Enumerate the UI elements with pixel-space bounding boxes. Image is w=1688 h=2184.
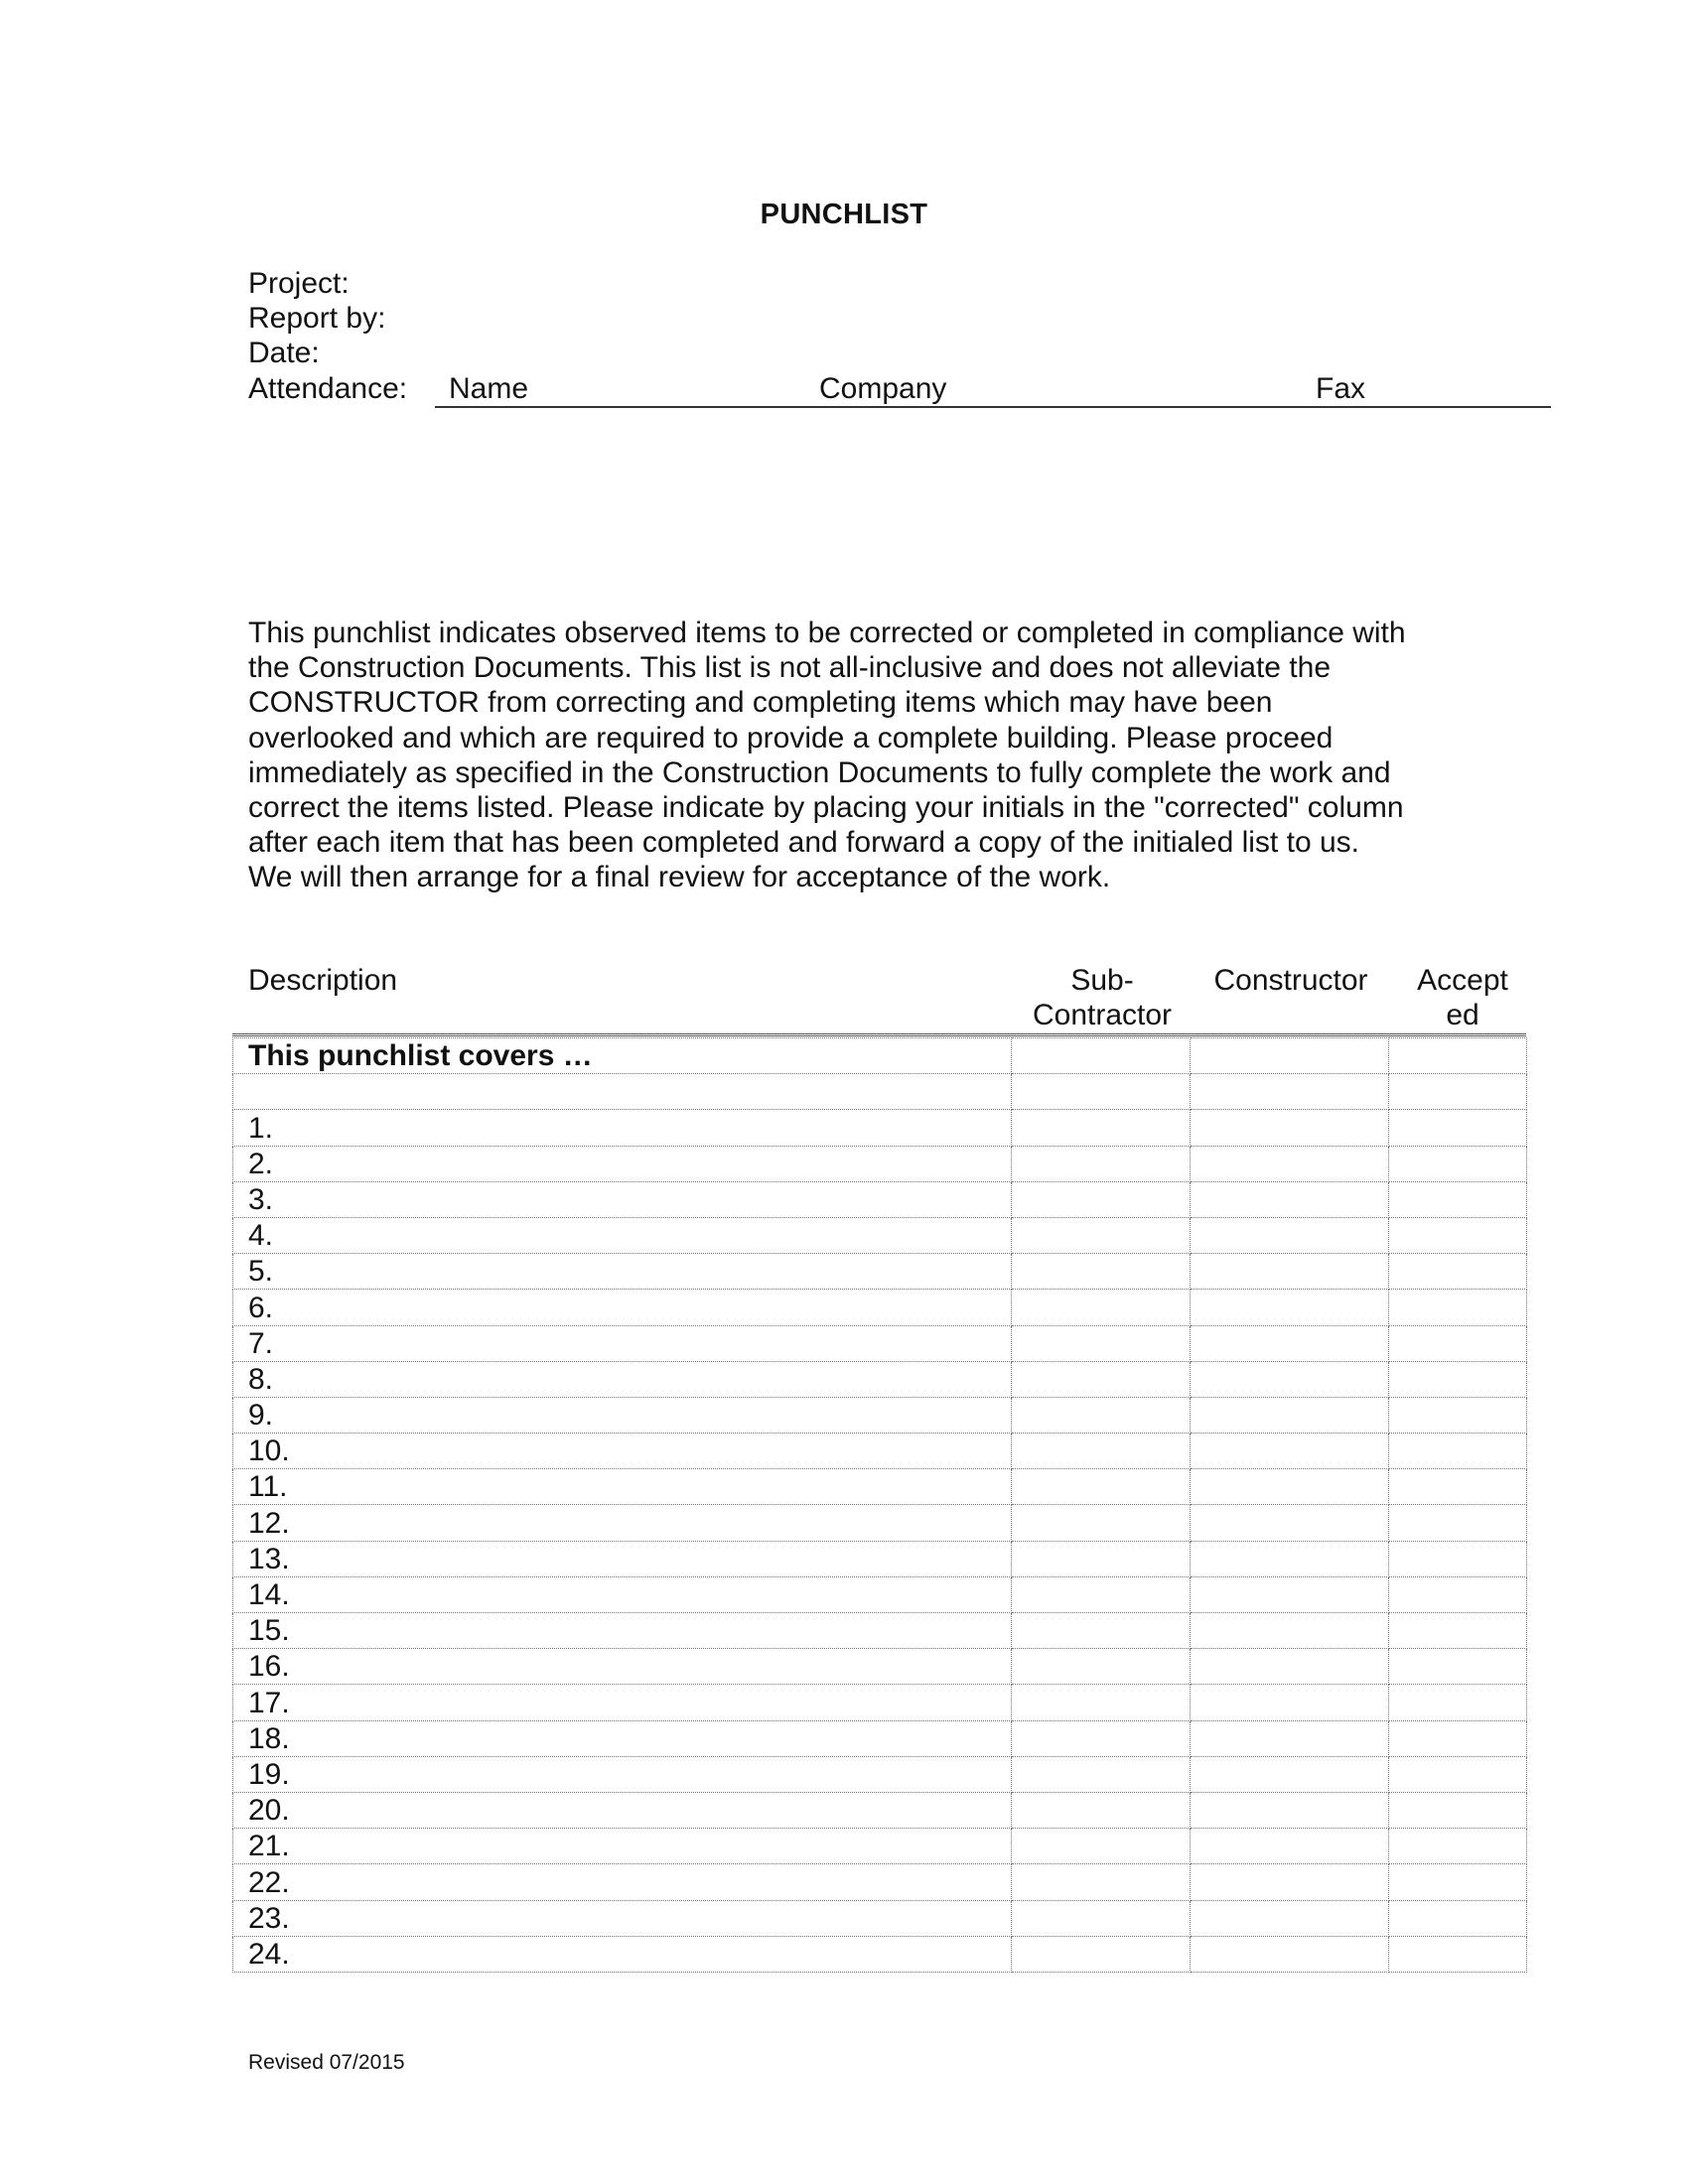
constructor-cell[interactable] [1191, 1110, 1389, 1146]
item-description-cell[interactable]: 17. [233, 1685, 1012, 1720]
table-row [233, 1181, 1527, 1217]
table-row [233, 1541, 1527, 1576]
cover-description-cell[interactable]: This punchlist covers … [233, 1038, 1012, 1074]
sub-contractor-cell[interactable] [1012, 1110, 1191, 1146]
sub-contractor-cell[interactable] [1012, 1792, 1191, 1828]
table-row [233, 1613, 1527, 1649]
constructor-cell[interactable] [1191, 1217, 1389, 1253]
constructor-cell[interactable] [1191, 1576, 1389, 1612]
constructor-cell[interactable] [1191, 1541, 1389, 1576]
constructor-cell[interactable] [1191, 1685, 1389, 1720]
constructor-cell[interactable] [1191, 1505, 1389, 1541]
accepted-cell[interactable] [1389, 1576, 1527, 1612]
item-description-cell[interactable]: 12. [233, 1505, 1012, 1541]
constructor-cell[interactable] [1191, 1720, 1389, 1756]
item-description-cell[interactable]: 11. [233, 1469, 1012, 1505]
item-description-cell[interactable]: 9. [233, 1397, 1012, 1433]
item-description-cell[interactable]: 13. [233, 1541, 1012, 1576]
accepted-cell[interactable] [1389, 1325, 1527, 1361]
sub-contractor-cell[interactable] [1012, 1433, 1191, 1469]
constructor-cell[interactable] [1191, 1936, 1389, 1972]
item-description-cell[interactable]: 8. [233, 1361, 1012, 1397]
instructions-line: overlooked and which are required to provide a complete building. Please proceed [248, 721, 1334, 754]
accepted-header [1400, 963, 1525, 1032]
table-row [233, 1756, 1527, 1792]
instructions-line: the Construction Documents. This list is not all-inclusive and does not alleviate the [248, 651, 1332, 685]
accepted-cell[interactable] [1389, 1074, 1527, 1110]
accepted-cell[interactable] [1389, 1720, 1527, 1756]
sub-contractor-cell[interactable] [1012, 1576, 1191, 1612]
table-row [233, 1720, 1527, 1756]
revision-footer: Revised 07/2015 [248, 2051, 405, 2074]
description-cell[interactable] [233, 1074, 1012, 1110]
instructions-line: CONSTRUCTOR from correcting and completing items which may have been [248, 686, 1273, 720]
accepted-cell[interactable] [1389, 1290, 1527, 1325]
accepted-cell[interactable] [1389, 1469, 1527, 1505]
description-header: Description [248, 964, 398, 997]
constructor-cell[interactable] [1191, 1829, 1389, 1864]
item-description-cell[interactable]: 10. [233, 1433, 1012, 1469]
item-description-cell[interactable]: 21. [233, 1829, 1012, 1864]
sub-contractor-cell[interactable] [1012, 1181, 1191, 1217]
sub-contractor-cell[interactable] [1012, 1254, 1191, 1290]
table-row [233, 1505, 1527, 1541]
report-by-field-label: Report by: [248, 302, 386, 335]
item-description-cell[interactable]: 2. [233, 1146, 1012, 1181]
accepted-cell[interactable] [1389, 1110, 1527, 1146]
table-row [233, 1325, 1527, 1361]
instructions-line: after each item that has been completed and forward a copy of the initialed list to us. [248, 826, 1359, 860]
constructor-cell[interactable] [1191, 1361, 1389, 1397]
sub-contractor-cell[interactable] [1012, 1038, 1191, 1074]
accepted-header-line1: Accept [1417, 964, 1508, 997]
item-description-cell[interactable]: 1. [233, 1110, 1012, 1146]
item-description-cell[interactable]: 5. [233, 1254, 1012, 1290]
constructor-cell[interactable] [1191, 1756, 1389, 1792]
item-description-cell[interactable]: 14. [233, 1576, 1012, 1612]
table-row [233, 1829, 1527, 1864]
table-row [233, 1110, 1527, 1146]
sub-contractor-cell[interactable] [1012, 1936, 1191, 1972]
constructor-cell[interactable] [1191, 1397, 1389, 1433]
item-description-cell[interactable]: 4. [233, 1217, 1012, 1253]
table-row [233, 1649, 1527, 1685]
constructor-cell[interactable] [1191, 1469, 1389, 1505]
date-field-label: Date: [248, 337, 320, 369]
constructor-cell[interactable] [1191, 1074, 1389, 1110]
attendance-company-header: Company [819, 372, 947, 405]
sub-contractor-cell[interactable] [1012, 1146, 1191, 1181]
table-header [248, 963, 1529, 1034]
table-row [233, 1864, 1527, 1900]
constructor-cell[interactable] [1191, 1254, 1389, 1290]
sub-contractor-cell[interactable] [1012, 1900, 1191, 1936]
sub-contractor-cell[interactable] [1012, 1613, 1191, 1649]
constructor-cell[interactable] [1191, 1290, 1389, 1325]
item-description-cell[interactable]: 18. [233, 1720, 1012, 1756]
sub-contractor-header [1023, 963, 1182, 1032]
punchlist-table [232, 1037, 1527, 1973]
attendance-row [248, 372, 1551, 408]
constructor-cell[interactable] [1191, 1038, 1389, 1074]
constructor-cell[interactable] [1191, 1900, 1389, 1936]
constructor-cell[interactable] [1191, 1146, 1389, 1181]
item-description-cell[interactable]: 20. [233, 1792, 1012, 1828]
table-row [233, 1576, 1527, 1612]
accepted-cell[interactable] [1389, 1397, 1527, 1433]
constructor-cell[interactable] [1191, 1792, 1389, 1828]
table-row [233, 1290, 1527, 1325]
table-row [233, 1433, 1527, 1469]
instructions-line: We will then arrange for a final review for acceptance of the work. [248, 861, 1111, 894]
table-row [233, 1900, 1527, 1936]
attendance-label: Attendance: [248, 372, 408, 405]
accepted-cell[interactable] [1389, 1756, 1527, 1792]
accepted-cell[interactable] [1389, 1217, 1527, 1253]
sub-contractor-cell[interactable] [1012, 1720, 1191, 1756]
sub-contractor-cell[interactable] [1012, 1469, 1191, 1505]
accepted-cell[interactable] [1389, 1038, 1527, 1074]
sub-contractor-cell[interactable] [1012, 1756, 1191, 1792]
item-description-cell[interactable]: 16. [233, 1649, 1012, 1685]
sub-contractor-cell[interactable] [1012, 1361, 1191, 1397]
constructor-cell[interactable] [1191, 1649, 1389, 1685]
accepted-cell[interactable] [1389, 1864, 1527, 1900]
item-description-cell[interactable]: 23. [233, 1900, 1012, 1936]
constructor-cell[interactable] [1191, 1864, 1389, 1900]
sub-contractor-cell[interactable] [1012, 1505, 1191, 1541]
sub-contractor-cell[interactable] [1012, 1649, 1191, 1685]
table-row [233, 1217, 1527, 1253]
accepted-cell[interactable] [1389, 1936, 1527, 1972]
item-description-cell[interactable]: 6. [233, 1290, 1012, 1325]
accepted-cell[interactable] [1389, 1685, 1527, 1720]
punchlist-table-body [233, 1038, 1527, 1973]
item-description-cell[interactable]: 15. [233, 1613, 1012, 1649]
accepted-cell[interactable] [1389, 1792, 1527, 1828]
accepted-cell[interactable] [1389, 1254, 1527, 1290]
blank-row [233, 1074, 1527, 1110]
instructions-paragraph [248, 615, 1479, 895]
attendance-fax-header: Fax [1316, 372, 1366, 405]
sub-contractor-cell[interactable] [1012, 1541, 1191, 1576]
accepted-cell[interactable] [1389, 1541, 1527, 1576]
instructions-line: This punchlist indicates observed items to be corrected or completed in compliance with [248, 616, 1406, 649]
sub-contractor-cell[interactable] [1012, 1829, 1191, 1864]
project-field-label: Project: [248, 267, 350, 300]
sub-contractor-cell[interactable] [1012, 1074, 1191, 1110]
constructor-cell[interactable] [1191, 1613, 1389, 1649]
accepted-cell[interactable] [1389, 1146, 1527, 1181]
sub-contractor-cell[interactable] [1012, 1397, 1191, 1433]
sub-contractor-cell[interactable] [1012, 1217, 1191, 1253]
constructor-header: Constructor [1213, 964, 1368, 997]
constructor-cell[interactable] [1191, 1433, 1389, 1469]
accepted-header-line2: ed [1446, 999, 1479, 1031]
accepted-cell[interactable] [1389, 1829, 1527, 1864]
item-description-cell[interactable]: 22. [233, 1864, 1012, 1900]
table-row [233, 1254, 1527, 1290]
item-description-cell[interactable]: 3. [233, 1181, 1012, 1217]
sub-contractor-cell[interactable] [1012, 1290, 1191, 1325]
sub-contractor-header-line1: Sub- [1070, 964, 1134, 997]
instructions-line: immediately as specified in the Construction Documents to fully complete the work and [248, 755, 1391, 789]
table-row [233, 1936, 1527, 1972]
accepted-cell[interactable] [1389, 1433, 1527, 1469]
sub-contractor-header-line2: Contractor [1032, 999, 1173, 1031]
sub-contractor-cell[interactable] [1012, 1685, 1191, 1720]
sub-contractor-cell[interactable] [1012, 1325, 1191, 1361]
attendance-underline [435, 406, 1551, 408]
table-row [233, 1469, 1527, 1505]
constructor-cell[interactable] [1191, 1181, 1389, 1217]
cover-row [233, 1038, 1527, 1074]
table-row [233, 1146, 1527, 1181]
item-description-cell[interactable]: 19. [233, 1756, 1012, 1792]
table-row [233, 1361, 1527, 1397]
accepted-cell[interactable] [1389, 1361, 1527, 1397]
accepted-cell[interactable] [1389, 1900, 1527, 1936]
page-title: PUNCHLIST [760, 199, 928, 230]
sub-contractor-cell[interactable] [1012, 1864, 1191, 1900]
item-description-cell[interactable]: 24. [233, 1936, 1012, 1972]
attendance-name-header: Name [449, 372, 529, 405]
accepted-cell[interactable] [1389, 1613, 1527, 1649]
header-divider [232, 1033, 1526, 1036]
constructor-cell[interactable] [1191, 1325, 1389, 1361]
table-row [233, 1397, 1527, 1433]
table-row [233, 1792, 1527, 1828]
accepted-cell[interactable] [1389, 1181, 1527, 1217]
instructions-line: correct the items listed. Please indicate by placing your initials in the "corrected" column [248, 791, 1404, 825]
table-row [233, 1685, 1527, 1720]
accepted-cell[interactable] [1389, 1505, 1527, 1541]
accepted-cell[interactable] [1389, 1649, 1527, 1685]
item-description-cell[interactable]: 7. [233, 1325, 1012, 1361]
